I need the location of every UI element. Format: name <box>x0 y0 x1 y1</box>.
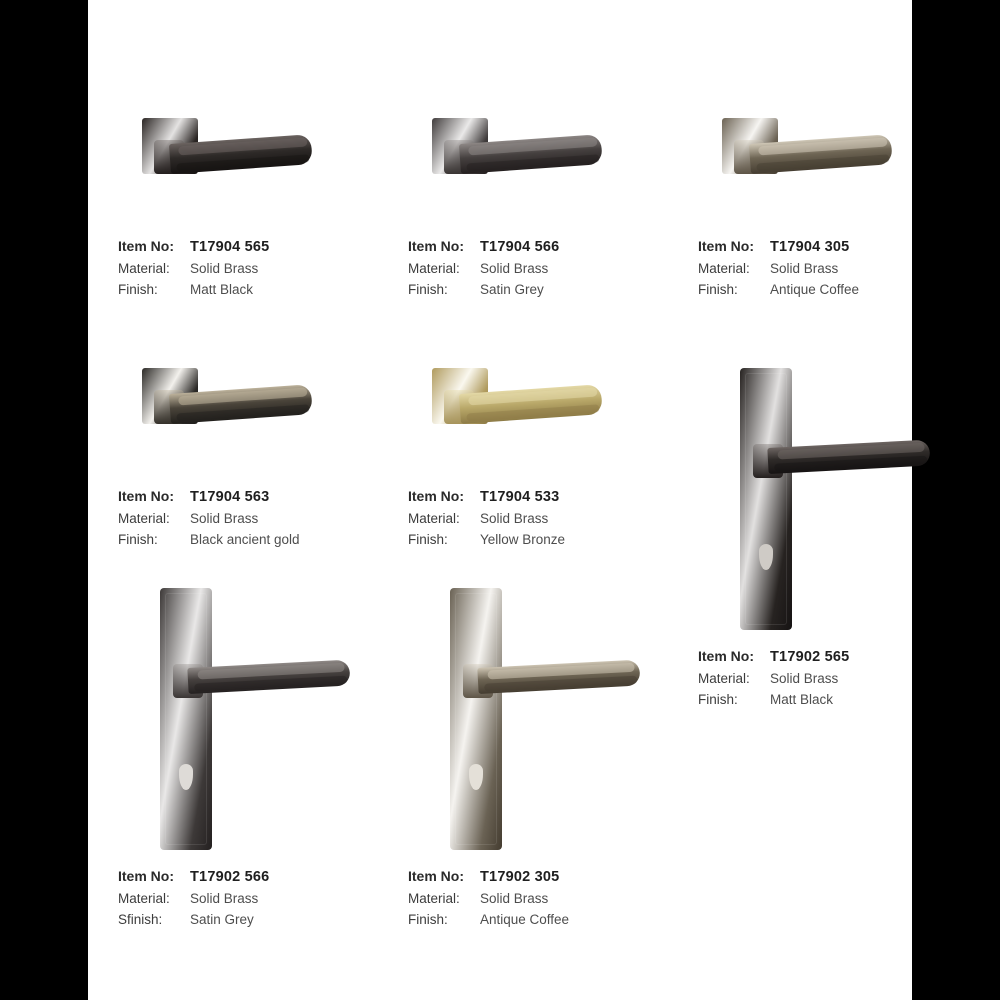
product-card[interactable] <box>118 368 408 550</box>
item-no-label: Item No: <box>408 238 464 254</box>
item-no-label: Item No: <box>408 868 464 884</box>
caption-line <box>118 258 408 279</box>
catalog-page <box>88 0 912 1000</box>
caption-line <box>698 258 988 279</box>
finish-label: Finish: <box>408 912 448 927</box>
caption-line <box>408 508 698 529</box>
material-label: Material: <box>698 261 750 276</box>
caption-line <box>698 279 988 300</box>
material-value: Solid Brass <box>480 261 549 276</box>
lever-shadow <box>466 404 600 421</box>
caption-line <box>118 888 408 909</box>
material-label: Material: <box>408 891 460 906</box>
product-image <box>698 118 988 228</box>
backplate-inner-line <box>455 593 497 845</box>
lever-shadow <box>176 404 310 421</box>
material-value: Solid Brass <box>480 891 549 906</box>
lever-shadow <box>466 154 600 171</box>
caption-line <box>118 236 408 258</box>
product-caption <box>698 638 988 710</box>
product-caption <box>698 228 988 300</box>
finish-label: Sfinish: <box>118 912 163 927</box>
caption-line <box>698 236 988 258</box>
product-card[interactable] <box>408 588 698 930</box>
item-no-value: T17904 563 <box>190 489 270 505</box>
product-image <box>408 118 698 228</box>
material-label: Material: <box>118 511 170 526</box>
caption-line <box>118 486 408 508</box>
backplate-inner-line <box>745 373 787 625</box>
finish-value: Satin Grey <box>190 912 254 927</box>
finish-value: Yellow Bronze <box>480 532 566 547</box>
finish-label: Finish: <box>118 532 158 547</box>
caption-line <box>698 668 988 689</box>
product-caption <box>118 858 408 930</box>
finish-value: Antique Coffee <box>770 282 860 297</box>
finish-label: Finish: <box>698 692 738 707</box>
material-value: Solid Brass <box>770 261 839 276</box>
caption-line <box>408 279 698 300</box>
caption-line <box>408 258 698 279</box>
product-caption <box>118 228 408 300</box>
lever-shadow <box>756 154 890 171</box>
backplate-inner-line <box>165 593 207 845</box>
finish-label: Finish: <box>118 282 158 297</box>
item-no-label: Item No: <box>408 488 464 504</box>
material-label: Material: <box>698 671 750 686</box>
backplate <box>450 588 502 850</box>
product-image <box>118 118 408 228</box>
finish-value: Matt Black <box>190 282 254 297</box>
product-image <box>698 368 988 638</box>
item-no-value: T17904 566 <box>480 239 560 255</box>
product-caption <box>408 858 698 930</box>
caption-line <box>408 866 698 888</box>
item-no-value: T17904 565 <box>190 239 270 255</box>
backplate <box>160 588 212 850</box>
item-no-value: T17904 305 <box>770 239 850 255</box>
item-no-value: T17902 305 <box>480 869 560 885</box>
product-caption <box>118 478 408 550</box>
lever-shadow <box>176 154 310 171</box>
material-label: Material: <box>408 511 460 526</box>
product-image <box>408 368 698 478</box>
product-image <box>118 368 408 478</box>
caption-line <box>118 529 408 550</box>
material-value: Solid Brass <box>770 671 839 686</box>
item-no-value: T17902 565 <box>770 649 850 665</box>
product-card[interactable] <box>408 118 698 300</box>
finish-value: Satin Grey <box>480 282 544 297</box>
product-card[interactable] <box>118 588 408 930</box>
caption-line <box>118 866 408 888</box>
product-image <box>408 588 698 858</box>
material-value: Solid Brass <box>190 891 259 906</box>
item-no-label: Item No: <box>118 238 174 254</box>
material-label: Material: <box>118 891 170 906</box>
caption-line <box>118 909 408 930</box>
finish-value: Antique Coffee <box>480 912 570 927</box>
caption-line <box>408 888 698 909</box>
material-value: Solid Brass <box>190 511 259 526</box>
product-caption <box>408 478 698 550</box>
product-image <box>118 588 408 858</box>
material-value: Solid Brass <box>190 261 259 276</box>
caption-line <box>408 236 698 258</box>
product-caption <box>408 228 698 300</box>
item-no-label: Item No: <box>118 868 174 884</box>
finish-label: Finish: <box>698 282 738 297</box>
finish-label: Finish: <box>408 282 448 297</box>
caption-line <box>408 529 698 550</box>
item-no-label: Item No: <box>698 648 754 664</box>
material-value: Solid Brass <box>480 511 549 526</box>
caption-line <box>118 279 408 300</box>
caption-line <box>408 909 698 930</box>
product-card[interactable] <box>118 118 408 300</box>
finish-value: Matt Black <box>770 692 834 707</box>
material-label: Material: <box>118 261 170 276</box>
product-card[interactable] <box>698 118 988 300</box>
caption-line <box>118 508 408 529</box>
material-label: Material: <box>408 261 460 276</box>
caption-line <box>698 689 988 710</box>
item-no-value: T17902 566 <box>190 869 270 885</box>
item-no-label: Item No: <box>698 238 754 254</box>
finish-value: Black ancient gold <box>190 532 300 547</box>
finish-label: Finish: <box>408 532 448 547</box>
caption-line <box>408 486 698 508</box>
item-no-value: T17904 533 <box>480 489 560 505</box>
backplate <box>740 368 792 630</box>
product-card[interactable] <box>698 368 988 710</box>
item-no-label: Item No: <box>118 488 174 504</box>
caption-line <box>698 646 988 668</box>
product-card[interactable] <box>408 368 698 550</box>
